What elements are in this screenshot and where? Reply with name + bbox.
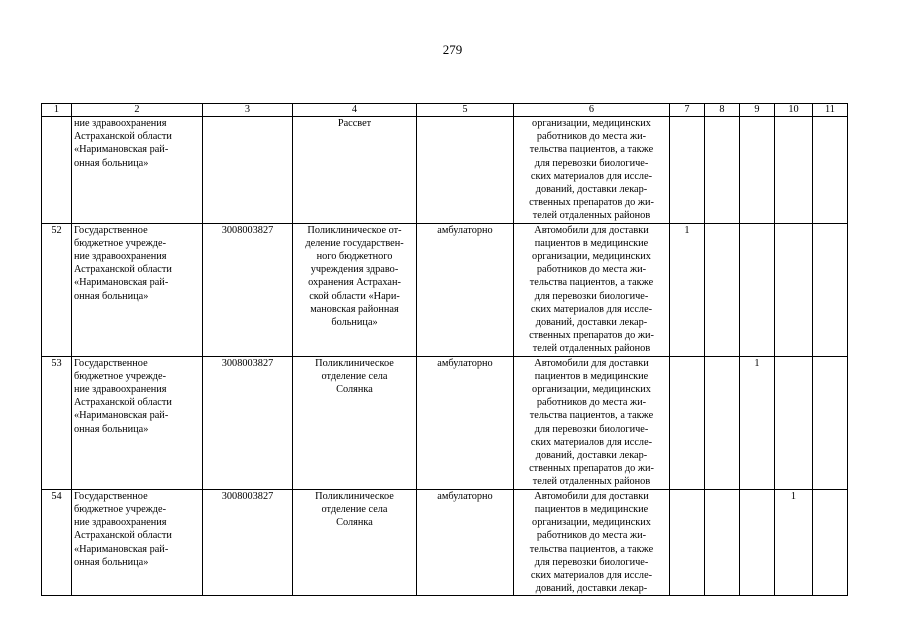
unit-cell-line: Поликлиническое — [315, 490, 394, 502]
inn-cell: 3008003827 — [203, 356, 293, 489]
organization-cell-line: «Наримановская рай- — [74, 543, 169, 555]
organization-cell — [72, 356, 203, 489]
count-cell-c9 — [740, 489, 775, 596]
organization-cell-line: Астраханской области — [74, 530, 172, 542]
count-cell-c7 — [670, 356, 705, 489]
column-header: 7 — [670, 104, 705, 117]
organization-cell-line: «Наримановская рай- — [74, 144, 169, 156]
count-cell-c9: 1 — [740, 356, 775, 489]
organization-cell-line: бюджетное учрежде- — [74, 237, 167, 249]
unit-cell-line: отделение села — [321, 370, 388, 382]
care-mode-cell: амбулаторно — [417, 223, 514, 356]
count-cell-c8 — [705, 356, 740, 489]
count-cell-c10: 1 — [775, 489, 813, 596]
count-cell-c9 — [740, 223, 775, 356]
purpose-cell-line: для перевозки биологиче- — [534, 556, 649, 568]
organization-cell-line: Государственное — [74, 224, 148, 236]
table-header-row — [42, 104, 848, 117]
purpose-cell-line: пациентов в медицинские — [534, 503, 649, 515]
count-cell-c7 — [670, 489, 705, 596]
organization-cell-line: ние здравоохранения — [74, 384, 167, 396]
organization-cell-line: Астраханской области — [74, 131, 172, 143]
unit-cell-line: охранения Астрахан- — [308, 277, 401, 289]
row-number-cell: 54 — [42, 489, 72, 596]
purpose-cell — [514, 223, 670, 356]
unit-cell-line: деление государствен- — [305, 237, 404, 249]
unit-cell-line: Поликлиническое от- — [307, 224, 402, 236]
count-cell-c9 — [740, 117, 775, 224]
count-cell-c8 — [705, 223, 740, 356]
count-cell-c10 — [775, 356, 813, 489]
purpose-cell-line: дований, доставки лекар- — [535, 317, 648, 329]
unit-cell-line: ской области «Нари- — [309, 290, 400, 302]
unit-cell-line: учреждения здраво- — [310, 264, 399, 276]
organization-cell-line: ние здравоохранения — [74, 118, 167, 129]
inn-cell: 3008003827 — [203, 223, 293, 356]
purpose-cell-line: организации, медицинских — [532, 384, 651, 396]
count-cell-c11 — [813, 117, 848, 224]
purpose-cell — [514, 356, 670, 489]
purpose-cell-line: работников до места жи- — [536, 530, 647, 542]
count-cell-c11 — [813, 223, 848, 356]
purpose-cell-line: Автомобили для доставки — [534, 224, 649, 236]
table-row — [42, 489, 848, 596]
unit-cell-line: Солянка — [336, 517, 373, 529]
purpose-cell-line: тельства пациентов, а также — [529, 277, 654, 289]
purpose-cell-line: телей отдаленных районов — [532, 476, 651, 488]
purpose-cell-line: работников до места жи- — [536, 131, 647, 143]
row-number-cell: 53 — [42, 356, 72, 489]
organization-cell-line: Государственное — [74, 490, 148, 502]
organization-cell-line: ние здравоохранения — [74, 251, 167, 263]
page-number: 279 — [442, 42, 463, 57]
table-row — [42, 117, 848, 224]
organization-cell-line: онная больница» — [74, 423, 149, 435]
purpose-cell-line: для перевозки биологиче- — [534, 290, 649, 302]
unit-cell-line: отделение села — [321, 503, 388, 515]
count-cell-c7: 1 — [670, 223, 705, 356]
purpose-cell-line: телей отдаленных районов — [532, 210, 651, 222]
purpose-cell-line: ственных препаратов до жи- — [529, 330, 654, 342]
purpose-cell-line: тельства пациентов, а также — [529, 410, 654, 422]
column-header: 11 — [813, 104, 848, 117]
purpose-cell-line: пациентов в медицинские — [534, 237, 649, 249]
count-cell-c8 — [705, 117, 740, 224]
purpose-cell-line: ских материалов для иссле- — [530, 303, 653, 315]
organization-cell-line: онная больница» — [74, 290, 149, 302]
organization-cell — [72, 117, 203, 224]
purpose-cell-line: ственных препаратов до жи- — [529, 197, 654, 209]
purpose-cell-line: тельства пациентов, а также — [529, 144, 654, 156]
organization-cell-line: Государственное — [74, 357, 148, 369]
organization-cell-line: ние здравоохранения — [74, 517, 167, 529]
inn-cell — [203, 117, 293, 224]
count-cell-c10 — [775, 117, 813, 224]
count-cell-c7 — [670, 117, 705, 224]
unit-cell-line: Рассвет — [337, 118, 372, 129]
purpose-cell-line: ственных препаратов до жи- — [529, 463, 654, 475]
organization-cell — [72, 489, 203, 596]
column-header: 4 — [293, 104, 417, 117]
care-mode-cell: амбулаторно — [417, 356, 514, 489]
organization-cell-line: Астраханской области — [74, 264, 172, 276]
organization-cell — [72, 223, 203, 356]
column-header: 9 — [740, 104, 775, 117]
purpose-cell-line: организации, медицинских — [532, 517, 651, 529]
purpose-cell-line: пациентов в медицинские — [534, 370, 649, 382]
purpose-cell-line: работников до места жи- — [536, 397, 647, 409]
unit-cell-line: Солянка — [336, 384, 373, 396]
organization-cell-line: бюджетное учрежде- — [74, 503, 167, 515]
unit-cell-line: ного бюджетного — [316, 251, 393, 263]
unit-cell — [293, 356, 417, 489]
row-number-cell — [42, 117, 72, 224]
unit-cell-line: больница» — [331, 317, 378, 329]
table-row — [42, 223, 848, 356]
organization-cell-line: онная больница» — [74, 157, 149, 169]
purpose-cell-line: для перевозки биологиче- — [534, 423, 649, 435]
purpose-cell-line: дований, доставки лекар- — [535, 184, 648, 196]
organization-cell-line: бюджетное учрежде- — [74, 370, 167, 382]
purpose-cell-line: ских материалов для иссле- — [530, 436, 653, 448]
row-number-cell: 52 — [42, 223, 72, 356]
organization-cell-line: онная больница» — [74, 556, 149, 568]
purpose-cell-line: ских материалов для иссле- — [530, 170, 653, 182]
unit-cell — [293, 489, 417, 596]
organization-cell-line: «Наримановская рай- — [74, 277, 169, 289]
count-cell-c8 — [705, 489, 740, 596]
column-header: 5 — [417, 104, 514, 117]
purpose-cell-line: Автомобили для доставки — [534, 490, 649, 502]
purpose-cell-line: организации, медицинских — [532, 118, 651, 129]
inn-cell: 3008003827 — [203, 489, 293, 596]
count-cell-c11 — [813, 489, 848, 596]
purpose-cell — [514, 489, 670, 596]
purpose-cell-line: дований, доставки лекар- — [535, 583, 648, 595]
column-header: 2 — [72, 104, 203, 117]
purpose-cell-line: Автомобили для доставки — [534, 357, 649, 369]
unit-cell-line: мановская районная — [310, 303, 399, 315]
purpose-cell-line: для перевозки биологиче- — [534, 157, 649, 169]
purpose-cell — [514, 117, 670, 224]
column-header: 8 — [705, 104, 740, 117]
facilities-table — [41, 103, 848, 596]
column-header: 10 — [775, 104, 813, 117]
unit-cell — [293, 223, 417, 356]
unit-cell — [293, 117, 417, 224]
column-header: 1 — [42, 104, 72, 117]
purpose-cell-line: дований, доставки лекар- — [535, 450, 648, 462]
organization-cell-line: Астраханской области — [74, 397, 172, 409]
purpose-cell-line: телей отдаленных районов — [532, 343, 651, 355]
column-header: 6 — [514, 104, 670, 117]
table-row — [42, 356, 848, 489]
purpose-cell-line: организации, медицинских — [532, 251, 651, 263]
count-cell-c10 — [775, 223, 813, 356]
purpose-cell-line: работников до места жи- — [536, 264, 647, 276]
column-header: 3 — [203, 104, 293, 117]
purpose-cell-line: тельства пациентов, а также — [529, 543, 654, 555]
purpose-cell-line: ских материалов для иссле- — [530, 569, 653, 581]
organization-cell-line: «Наримановская рай- — [74, 410, 169, 422]
care-mode-cell — [417, 117, 514, 224]
count-cell-c11 — [813, 356, 848, 489]
care-mode-cell: амбулаторно — [417, 489, 514, 596]
unit-cell-line: Поликлиническое — [315, 357, 394, 369]
